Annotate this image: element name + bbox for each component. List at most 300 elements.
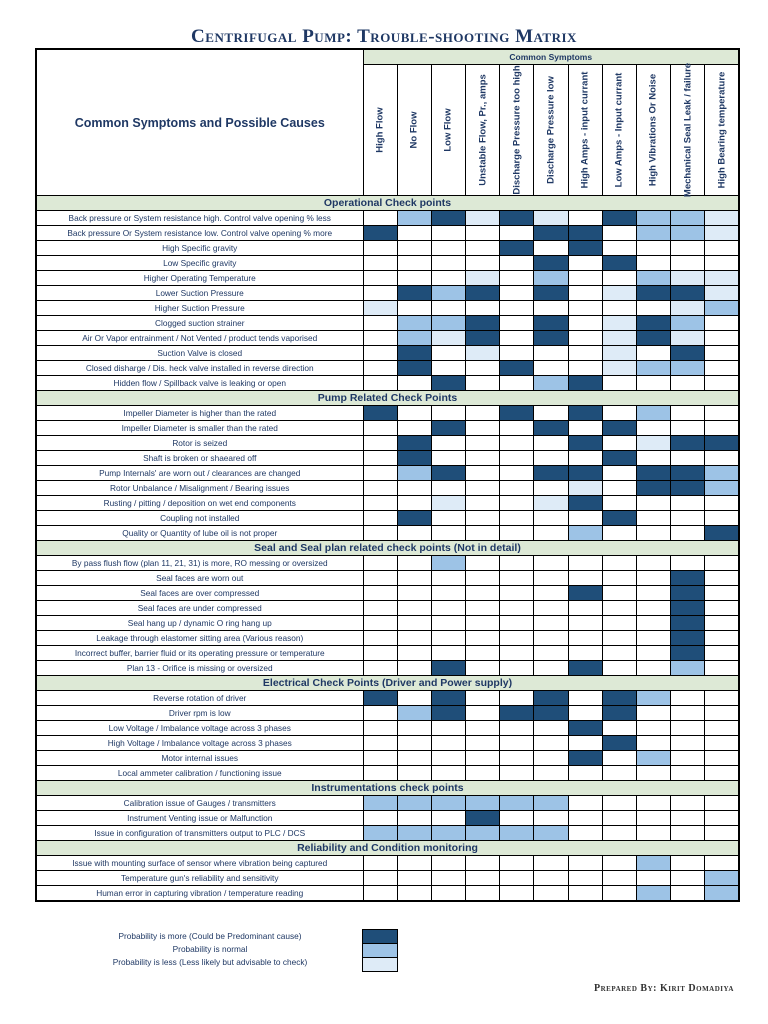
probability-cell xyxy=(500,826,534,841)
cause-label: Issue in configuration of transmitters output to PLC / DCS xyxy=(36,826,363,841)
legend-swatches xyxy=(362,929,398,972)
probability-cell xyxy=(568,871,602,886)
probability-cell xyxy=(568,706,602,721)
matrix-body xyxy=(36,196,739,902)
probability-cell xyxy=(602,301,636,316)
probability-cell xyxy=(397,796,431,811)
probability-cell xyxy=(636,706,670,721)
probability-cell xyxy=(671,466,705,481)
probability-cell xyxy=(534,226,568,241)
probability-cell xyxy=(568,856,602,871)
probability-cell xyxy=(466,376,500,391)
probability-cell xyxy=(705,376,739,391)
probability-cell xyxy=(431,811,465,826)
probability-cell xyxy=(431,871,465,886)
probability-cell xyxy=(363,451,397,466)
cause-label: Higher Operating Temperature xyxy=(36,271,363,286)
probability-cell xyxy=(500,586,534,601)
table-row xyxy=(36,511,739,526)
table-row xyxy=(36,856,739,871)
probability-cell xyxy=(534,211,568,226)
probability-cell xyxy=(500,466,534,481)
table-row xyxy=(36,886,739,902)
table-row xyxy=(36,331,739,346)
cause-label: Low Voltage / Imbalance voltage across 3 phases xyxy=(36,721,363,736)
probability-cell xyxy=(466,616,500,631)
probability-cell xyxy=(500,721,534,736)
probability-cell xyxy=(568,376,602,391)
probability-cell xyxy=(397,721,431,736)
probability-cell xyxy=(397,211,431,226)
probability-cell xyxy=(466,856,500,871)
probability-cell xyxy=(705,511,739,526)
probability-cell xyxy=(363,631,397,646)
probability-cell xyxy=(636,361,670,376)
probability-cell xyxy=(705,811,739,826)
probability-cell xyxy=(671,631,705,646)
table-row xyxy=(36,811,739,826)
section-title: Seal and Seal plan related check points (Not in detail) xyxy=(36,541,739,556)
table-row xyxy=(36,571,739,586)
probability-cell xyxy=(602,586,636,601)
probability-cell xyxy=(466,661,500,676)
cause-label: Closed disharge / Dis. heck valve installed in reverse direction xyxy=(36,361,363,376)
probability-cell xyxy=(636,376,670,391)
probability-cell xyxy=(431,856,465,871)
cause-label: Motor internal issues xyxy=(36,751,363,766)
symptom-header xyxy=(466,65,500,196)
probability-cell xyxy=(363,256,397,271)
probability-cell xyxy=(534,706,568,721)
section-header-row xyxy=(36,781,739,796)
probability-cell xyxy=(568,766,602,781)
probability-cell xyxy=(363,796,397,811)
probability-cell xyxy=(500,346,534,361)
probability-cell xyxy=(534,811,568,826)
causes-header: Common Symptoms and Possible Causes xyxy=(36,49,363,196)
probability-cell xyxy=(602,496,636,511)
table-row xyxy=(36,616,739,631)
probability-cell xyxy=(636,811,670,826)
probability-cell xyxy=(671,406,705,421)
probability-cell xyxy=(534,436,568,451)
cause-label: Back pressure Or System resistance low. Control valve opening % more xyxy=(36,226,363,241)
probability-cell xyxy=(534,556,568,571)
probability-cell xyxy=(500,691,534,706)
probability-cell xyxy=(500,271,534,286)
cause-label: Human error in capturing vibration / temperature reading xyxy=(36,886,363,902)
probability-cell xyxy=(534,241,568,256)
probability-cell xyxy=(466,331,500,346)
probability-cell xyxy=(534,346,568,361)
probability-cell xyxy=(500,331,534,346)
probability-cell xyxy=(534,616,568,631)
cause-label: Hidden flow / Spillback valve is leaking or open xyxy=(36,376,363,391)
probability-cell xyxy=(500,451,534,466)
probability-cell xyxy=(671,436,705,451)
probability-cell xyxy=(363,856,397,871)
cause-label: Rotor Unbalance / Misalignment / Bearing issues xyxy=(36,481,363,496)
probability-cell xyxy=(500,421,534,436)
probability-cell xyxy=(568,691,602,706)
cause-label: Higher Suction Pressure xyxy=(36,301,363,316)
cause-label: High Specific gravity xyxy=(36,241,363,256)
probability-cell xyxy=(671,361,705,376)
probability-cell xyxy=(363,421,397,436)
table-row xyxy=(36,556,739,571)
probability-cell xyxy=(534,481,568,496)
probability-cell xyxy=(671,706,705,721)
probability-cell xyxy=(397,361,431,376)
probability-cell xyxy=(431,421,465,436)
probability-cell xyxy=(568,571,602,586)
probability-cell xyxy=(466,706,500,721)
probability-cell xyxy=(602,736,636,751)
probability-cell xyxy=(636,631,670,646)
probability-cell xyxy=(534,736,568,751)
probability-cell xyxy=(466,286,500,301)
probability-cell xyxy=(466,721,500,736)
probability-cell xyxy=(602,871,636,886)
probability-cell xyxy=(466,631,500,646)
probability-cell xyxy=(602,406,636,421)
symptom-label: Unstable Flow, Pr., amps xyxy=(477,74,489,186)
probability-cell xyxy=(602,526,636,541)
probability-cell xyxy=(636,526,670,541)
probability-cell xyxy=(534,526,568,541)
probability-cell xyxy=(466,451,500,466)
probability-cell xyxy=(397,496,431,511)
probability-cell xyxy=(705,466,739,481)
cause-label: Temperature gun's reliability and sensitivity xyxy=(36,871,363,886)
probability-cell xyxy=(568,496,602,511)
cause-label: Driver rpm is low xyxy=(36,706,363,721)
probability-cell xyxy=(671,751,705,766)
cause-label: Lower Suction Pressure xyxy=(36,286,363,301)
symptom-label: Discharge Pressure too high xyxy=(511,65,523,195)
probability-cell xyxy=(431,241,465,256)
probability-cell xyxy=(500,796,534,811)
probability-cell xyxy=(431,316,465,331)
probability-cell xyxy=(534,256,568,271)
probability-cell xyxy=(466,226,500,241)
probability-cell xyxy=(466,256,500,271)
probability-cell xyxy=(671,796,705,811)
symptom-header xyxy=(705,65,739,196)
probability-cell xyxy=(705,796,739,811)
probability-cell xyxy=(363,586,397,601)
probability-cell xyxy=(500,631,534,646)
probability-cell xyxy=(500,751,534,766)
symptom-label: Discharge Pressure low xyxy=(545,76,557,184)
probability-cell xyxy=(568,286,602,301)
probability-cell xyxy=(671,511,705,526)
probability-cell xyxy=(705,526,739,541)
probability-cell xyxy=(671,496,705,511)
probability-cell xyxy=(671,826,705,841)
cause-label: Back pressure or System resistance high. Control valve opening % less xyxy=(36,211,363,226)
probability-cell xyxy=(671,616,705,631)
probability-cell xyxy=(705,751,739,766)
probability-cell xyxy=(363,511,397,526)
probability-cell xyxy=(602,226,636,241)
table-row xyxy=(36,706,739,721)
cause-label: By pass flush flow (plan 11, 21, 31) is more, RO messing or oversized xyxy=(36,556,363,571)
section-title: Electrical Check Points (Driver and Power supply) xyxy=(36,676,739,691)
cause-label: Low Specific gravity xyxy=(36,256,363,271)
probability-cell xyxy=(431,661,465,676)
cause-label: Coupling not installed xyxy=(36,511,363,526)
probability-cell xyxy=(636,211,670,226)
probability-cell xyxy=(466,466,500,481)
probability-cell xyxy=(397,241,431,256)
cause-label: Clogged suction strainer xyxy=(36,316,363,331)
probability-cell xyxy=(397,406,431,421)
probability-cell xyxy=(500,226,534,241)
probability-cell xyxy=(431,406,465,421)
probability-cell xyxy=(568,796,602,811)
probability-cell xyxy=(671,211,705,226)
probability-cell xyxy=(602,691,636,706)
probability-cell xyxy=(363,241,397,256)
table-row xyxy=(36,736,739,751)
probability-cell xyxy=(397,661,431,676)
table-row xyxy=(36,421,739,436)
probability-cell xyxy=(500,811,534,826)
probability-cell xyxy=(636,721,670,736)
table-row xyxy=(36,826,739,841)
probability-cell xyxy=(602,571,636,586)
common-symptoms-header: Common Symptoms xyxy=(363,49,739,65)
probability-cell xyxy=(534,286,568,301)
probability-cell xyxy=(363,481,397,496)
table-row xyxy=(36,286,739,301)
probability-cell xyxy=(636,556,670,571)
probability-cell xyxy=(397,376,431,391)
probability-cell xyxy=(705,721,739,736)
probability-cell xyxy=(363,226,397,241)
probability-cell xyxy=(705,586,739,601)
probability-cell xyxy=(431,256,465,271)
probability-cell xyxy=(500,646,534,661)
probability-cell xyxy=(431,556,465,571)
probability-cell xyxy=(602,721,636,736)
probability-cell xyxy=(431,466,465,481)
probability-cell xyxy=(534,466,568,481)
probability-cell xyxy=(363,466,397,481)
probability-cell xyxy=(671,661,705,676)
probability-cell xyxy=(500,886,534,902)
table-row xyxy=(36,631,739,646)
probability-cell xyxy=(671,451,705,466)
probability-cell xyxy=(431,766,465,781)
cause-label: Plan 13 - Orifice is missing or oversized xyxy=(36,661,363,676)
probability-cell xyxy=(500,301,534,316)
probability-cell xyxy=(534,886,568,902)
probability-cell xyxy=(705,481,739,496)
probability-cell xyxy=(363,571,397,586)
probability-cell xyxy=(431,646,465,661)
probability-cell xyxy=(466,796,500,811)
section-title: Operational Check points xyxy=(36,196,739,211)
probability-cell xyxy=(568,211,602,226)
probability-cell xyxy=(397,766,431,781)
probability-cell xyxy=(568,301,602,316)
probability-cell xyxy=(636,736,670,751)
legend-label-more: Probability is more (Could be Predominant cause) xyxy=(118,931,302,941)
section-title: Reliability and Condition monitoring xyxy=(36,841,739,856)
probability-cell xyxy=(534,631,568,646)
cause-label: Pump Internals' are worn out / clearances are changed xyxy=(36,466,363,481)
legend-swatch-more xyxy=(363,930,397,944)
probability-cell xyxy=(431,526,465,541)
probability-cell xyxy=(602,601,636,616)
probability-cell xyxy=(431,886,465,902)
probability-cell xyxy=(568,661,602,676)
probability-cell xyxy=(397,451,431,466)
probability-cell xyxy=(636,646,670,661)
probability-cell xyxy=(431,616,465,631)
probability-cell xyxy=(363,406,397,421)
table-row xyxy=(36,436,739,451)
probability-cell xyxy=(466,751,500,766)
probability-cell xyxy=(431,721,465,736)
probability-cell xyxy=(568,586,602,601)
probability-cell xyxy=(568,466,602,481)
probability-cell xyxy=(568,436,602,451)
probability-cell xyxy=(636,421,670,436)
probability-cell xyxy=(671,871,705,886)
table-row xyxy=(36,646,739,661)
cause-label: Incorrect buffer, barrier fluid or its operating pressure or temperature xyxy=(36,646,363,661)
probability-cell xyxy=(431,706,465,721)
probability-cell xyxy=(671,721,705,736)
probability-cell xyxy=(397,526,431,541)
probability-cell xyxy=(705,331,739,346)
probability-cell xyxy=(705,871,739,886)
probability-cell xyxy=(671,271,705,286)
probability-cell xyxy=(671,421,705,436)
table-row xyxy=(36,586,739,601)
table-row xyxy=(36,496,739,511)
probability-cell xyxy=(534,571,568,586)
probability-cell xyxy=(602,421,636,436)
probability-cell xyxy=(534,586,568,601)
probability-cell xyxy=(602,826,636,841)
table-row xyxy=(36,241,739,256)
probability-cell xyxy=(602,286,636,301)
probability-cell xyxy=(568,526,602,541)
probability-cell xyxy=(397,421,431,436)
table-row xyxy=(36,226,739,241)
probability-cell xyxy=(636,796,670,811)
probability-cell xyxy=(705,226,739,241)
section-title: Pump Related Check Points xyxy=(36,391,739,406)
probability-cell xyxy=(397,466,431,481)
probability-cell xyxy=(534,661,568,676)
cause-label: High Voltage / Imbalance voltage across 3 phases xyxy=(36,736,363,751)
cause-label: Shaft is broken or shaeared off xyxy=(36,451,363,466)
section-header-row xyxy=(36,841,739,856)
probability-cell xyxy=(636,331,670,346)
probability-cell xyxy=(568,346,602,361)
legend-swatch-normal xyxy=(363,944,397,958)
probability-cell xyxy=(397,301,431,316)
probability-cell xyxy=(602,796,636,811)
probability-cell xyxy=(466,271,500,286)
probability-cell xyxy=(466,436,500,451)
probability-cell xyxy=(431,631,465,646)
table-row xyxy=(36,796,739,811)
probability-cell xyxy=(397,631,431,646)
probability-cell xyxy=(568,331,602,346)
symptom-label: High Vibrations Or Noise xyxy=(647,73,659,187)
probability-cell xyxy=(602,331,636,346)
probability-cell xyxy=(363,706,397,721)
probability-cell xyxy=(431,271,465,286)
cause-label: Seal hang up / dynamic O ring hang up xyxy=(36,616,363,631)
probability-cell xyxy=(636,871,670,886)
probability-cell xyxy=(568,736,602,751)
probability-cell xyxy=(397,571,431,586)
probability-cell xyxy=(705,706,739,721)
probability-cell xyxy=(602,556,636,571)
probability-cell xyxy=(671,811,705,826)
symptom-label: Low Flow xyxy=(442,108,454,152)
trouble-shooting-matrix xyxy=(35,48,740,902)
probability-cell xyxy=(602,466,636,481)
probability-cell xyxy=(636,466,670,481)
table-row xyxy=(36,871,739,886)
probability-cell xyxy=(397,556,431,571)
probability-cell xyxy=(705,241,739,256)
probability-cell xyxy=(466,586,500,601)
probability-cell xyxy=(363,526,397,541)
probability-cell xyxy=(397,856,431,871)
probability-cell xyxy=(363,331,397,346)
probability-cell xyxy=(466,601,500,616)
probability-cell xyxy=(466,886,500,902)
probability-cell xyxy=(671,301,705,316)
probability-cell xyxy=(363,346,397,361)
probability-cell xyxy=(466,316,500,331)
probability-cell xyxy=(636,571,670,586)
cause-label: Seal faces are under compressed xyxy=(36,601,363,616)
probability-cell xyxy=(397,811,431,826)
cause-label: Rusting / pitting / deposition on wet end components xyxy=(36,496,363,511)
table-row xyxy=(36,256,739,271)
probability-cell xyxy=(500,766,534,781)
probability-cell xyxy=(636,586,670,601)
cause-label: Suction Valve is closed xyxy=(36,346,363,361)
probability-cell xyxy=(568,721,602,736)
cause-label: Calibration issue of Gauges / transmitters xyxy=(36,796,363,811)
probability-cell xyxy=(705,886,739,902)
probability-cell xyxy=(466,691,500,706)
probability-cell xyxy=(534,421,568,436)
prepared-by-credit: Prepared By: Kirit Domadiya xyxy=(593,983,734,994)
probability-cell xyxy=(636,886,670,902)
probability-cell xyxy=(431,571,465,586)
probability-cell xyxy=(500,871,534,886)
table-row xyxy=(36,406,739,421)
probability-cell xyxy=(568,241,602,256)
probability-cell xyxy=(363,721,397,736)
page-title: Centrifugal Pump: Trouble-shooting Matrix xyxy=(191,26,577,47)
symptom-header xyxy=(534,65,568,196)
probability-cell xyxy=(397,736,431,751)
probability-cell xyxy=(431,331,465,346)
